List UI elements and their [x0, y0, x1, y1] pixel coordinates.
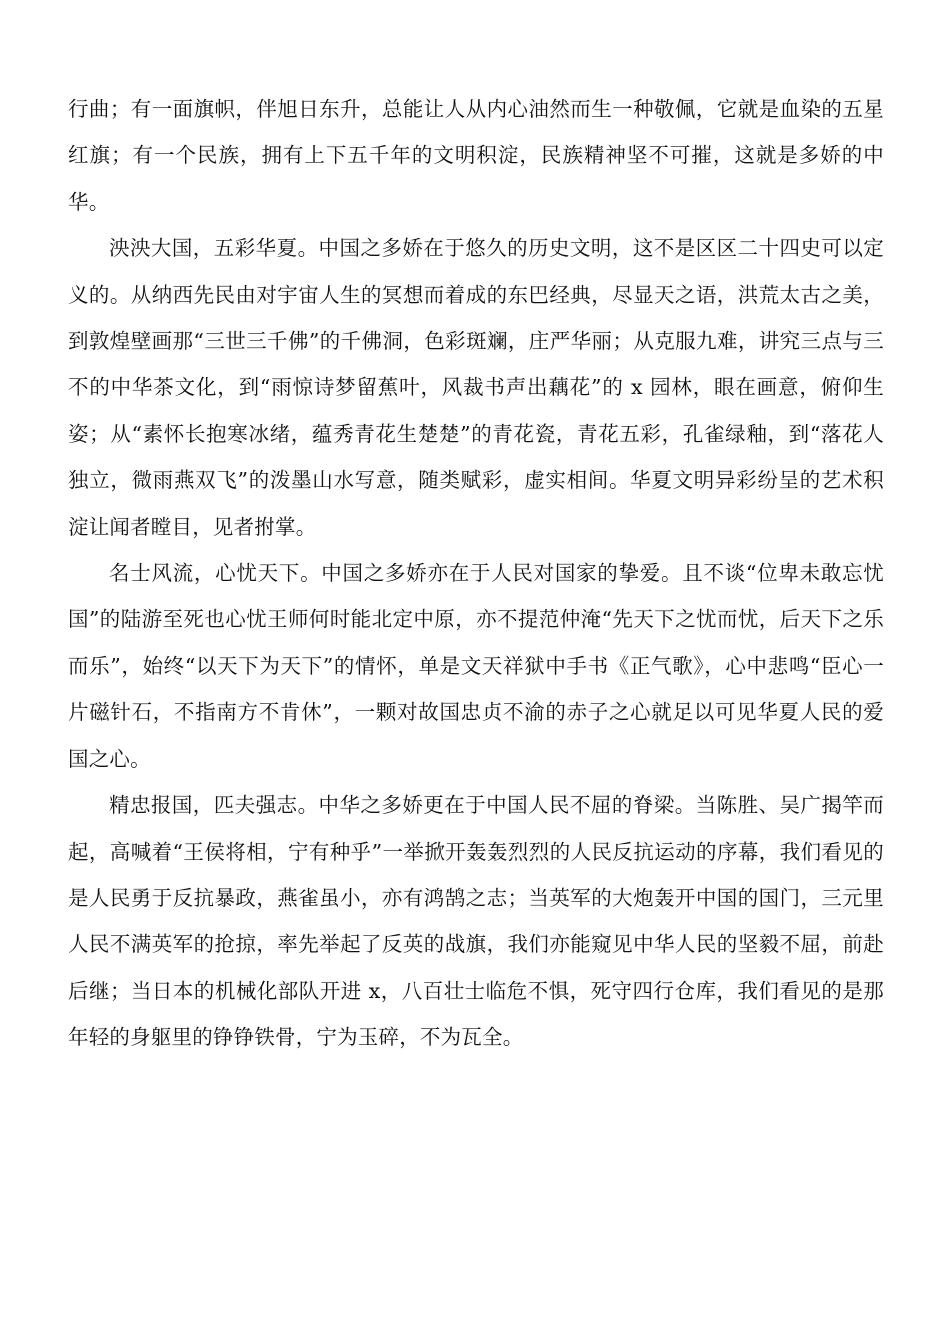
paragraph-2: 泱泱大国，五彩华夏。中国之多娇在于悠久的历史文明，这不是区区二十四史可以定义的。从纳西先民由对宇宙人生的冥想而着成的东巴经典，尽显天之语，洪荒太古之美，到敦煌壁画那“三世三千佛”的千佛洞，色彩斑斓，庄严华丽；从克服九难，讲究三点与三不的中华茶文化，到“雨惊诗梦留蕉叶，风裁书声出藕花”的 x 园林，眼在画意，俯仰生姿；从“素怀长抱寒冰绪，蕴秀青花生楚楚”的青花瓷，青花五彩，孔雀绿釉，到“落花人独立，微雨燕双飞”的泼墨山水写意，随类赋彩，虚实相间。华夏文明异彩纷呈的艺术积淀让闻者瞠目，见者拊掌。 [68, 236, 884, 539]
paragraph-3: 名士风流，心忧天下。中国之多娇亦在于人民对国家的挚爱。且不谈“位卑未敢忘忧国”的陆游至死也心忧王师何时能北定中原，亦不提范仲淹“先天下之忧而忧，后天下之乐而乐”，始终“以天下为天下”的情怀，单是文天祥狱中手书《正气歌》，心中悲鸣“臣心一片磁针石，不指南方不肯休”，一颗对故国忠贞不渝的赤子之心就足以可见华夏人民的爱国之心。 [68, 561, 884, 771]
paragraph-1: 行曲；有一面旗帜，伴旭日东升，总能让人从内心油然而生一种敬佩，它就是血染的五星红旗；有一个民族，拥有上下五千年的文明积淀，民族精神坚不可摧，这就是多娇的中华。 [68, 97, 884, 214]
document-body [68, 86, 884, 1061]
paragraph-4: 精忠报国，匹夫强志。中华之多娇更在于中国人民不屈的脊梁。当陈胜、吴广揭竿而起，高喊着“王侯将相，宁有种乎”一举掀开轰轰烈烈的人民反抗运动的序幕，我们看见的是人民勇于反抗暴政，燕雀虽小，亦有鸿鹄之志；当英军的大炮轰开中国的国门，三元里人民不满英军的抢掠，率先举起了反英的战旗，我们亦能窥见中华人民的坚毅不屈，前赴后继；当日本的机械化部队开进 x，八百壮士临危不惧，死守四行仓库，我们看见的是那年轻的身躯里的铮铮铁骨，宁为玉碎，不为瓦全。 [68, 793, 884, 1050]
